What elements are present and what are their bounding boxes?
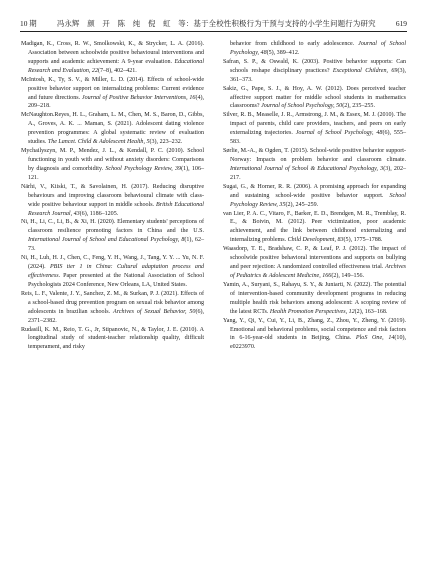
page-number: 619 bbox=[395, 18, 407, 28]
reference-entry: McNaughton.Reyes, H. L., Graham, L. M., Chen, M. S., Baron, D., Gibbs, A., Groves, A. K. ... Maman, S. (2021). Adolescent dating violence prevention programmes: A global systematic review of evaluation studies. The Lancet. Child & Adolescent Health, 5(3), 223–232. bbox=[21, 112, 204, 146]
reference-entry: Rudasill, K. M., Reio, T. G., Jr, Stipanovic, N., & Taylor, J. E. (2010). A longitudinal study of student-teacher relationship quality, difficult temperament, and risky bbox=[21, 326, 204, 351]
references-left-column bbox=[21, 40, 204, 352]
reference-entry: Yang, Y., Qi, Y., Cui, Y., Li, B., Zhang, Z., Zhou, Y., Zheng, Y. (2019). Emotional and behavioral problems, social competence and risk factors in 6-16-year-old students in Beijing, China. PloS One, 14(10), e0223970. bbox=[223, 317, 406, 351]
reference-entry: Reis, L. F., Valente, J. Y., Sanchez, Z. M., & Surkan, P. J. (2021). Effects of a school-based drug prevention program on sexual risk behavior among adolescents in brazilian schools. Archives of Sexual Behavior, 50(6), 2371–2382. bbox=[21, 290, 204, 324]
reference-entry: Safran, S. P., & Oswald, K. (2003). Positive behavior supports: Can schools reshape disciplinary practices? Exceptional Children, 69(3), 361–373. bbox=[223, 58, 406, 83]
reference-entry: Närhi, V., Kiiski, T., & Savolainen, H. (2017). Reducing disruptive behaviours and improving classroom behavioural climate with class-wide positive behaviour support in middle schools. British Educational Research Journal, 43(6), 1186–1205. bbox=[21, 183, 204, 217]
reference-entry: Ni, H., Li, C., Li, B., & Xi, H. (2020). Elementary students' perceptions of classroom resilience promoting factors in China and the U.S. International Journal of School and Educational Psychology, 8(1), 62–73. bbox=[21, 219, 204, 253]
reference-entry: van Lier, P. A. C., Vitaro, F., Barker, E. D., Brendgen, M. R., Tremblay, R. E., & Boivin, M. (2012). Peer victimization, poor academic achievement, and the link between childhood externalizing and internalizing problems. Child Development, 83(5), 1775–1788. bbox=[223, 210, 406, 244]
reference-entry: Sakiz, G., Pape, S. J., & Hoy, A. W. (2012). Does perceived teacher affective support matter for middle school students in mathematics classrooms? Journal of School Psychology, 50(2), 235–255. bbox=[223, 85, 406, 110]
reference-entry-continued: behavior from childhood to early adolescence. Journal of School Psychology, 48(5), 389–412. bbox=[230, 41, 406, 56]
reference-entry: Waasdorp, T. E., Bradshaw, C. P., & Leaf, P. J. (2012). The impact of schoolwide positive behavioral interventions and supports on bullying and peer rejection: A randomized controlled effectiveness trial. Archives of Pediatrics & Adolescent Medicine, 166(2), 149–156. bbox=[223, 246, 406, 279]
reference-entry: Sugai, G., & Horner, R. R. (2006). A promising approach for expanding and sustaining school-wide positive behavior support. School Psychology Review, 35(2), 245–259. bbox=[223, 183, 406, 208]
header-rule bbox=[20, 31, 407, 32]
reference-entry: Yamin, A., Suryani, S., Rahayu, S. Y., & Juniarti, N. (2022). The potential of intervention-based community development programs in reducing multiple health risk behaviors among adolescent: A scoping review of the latest RCTs. Health Promotion Perspectives, 12(2), 163–168. bbox=[223, 281, 406, 315]
running-title: 冯永辉 颜 开 陈 纯 倪 虹 等：基于全校性积极行为干预与支持的小学生问题行为研究 bbox=[56, 18, 376, 28]
references-right-column bbox=[223, 40, 406, 352]
reference-entry: Sørlie, M.-A., & Ogden, T. (2015). School-wide positive behavior support-Norway: Impacts on problem behavior and classroom climate. International Journal of School & Educational Psychology, 3(3), 202–217. bbox=[223, 148, 406, 181]
reference-entry: McIntosh, K., Ty, S. V., & Miller, L. D. (2014). Effects of school-wide positive behavior support on internalizing problems: Current evidence and future directions. Journal of Positive Behavior Interventions, 16(4), 209–218. bbox=[21, 76, 205, 110]
issue-label: 10 期 bbox=[20, 18, 37, 28]
reference-entry: Silver, R. B., Measelle, J. R., Armstrong, J. M., & Essex, M. J. (2010). The impact of parents, child care providers, teachers, and peers on early externalizing trajectories. Journal of School Psychology, 48(6), 555–583. bbox=[223, 112, 406, 146]
reference-entry: Mychailyszyn, M. P., Mendez, J. L., & Kendall, P. C. (2010). School functioning in youth with and without anxiety disorders: Comparisons by diagnosis and comorbidity. School Psychology Review, 39(1), 106–121. bbox=[21, 148, 204, 181]
reference-entry: Ni, H., Luh, H. J., Chen, C., Feng, Y. H., Wang, J., Tang, Y. Y. ... Yu, N. F. (2024). PBIS tier 1 in China: Cultural adaptation process and effectiveness. Paper presented at the National Association of School Psychologists 2024 Conference, New Orleans, LA, United States. bbox=[21, 255, 204, 288]
running-header bbox=[20, 16, 407, 30]
reference-entry: Madigan, K., Cross, R. W., Smolkowski, K., & Strycker, L. A. (2016). Association between schoolwide positive behavioural interventions and supports and academic achievement: A 9-year evaluation. Educational Research and Evaluation, 22(7–8), 402–421. bbox=[21, 41, 204, 74]
